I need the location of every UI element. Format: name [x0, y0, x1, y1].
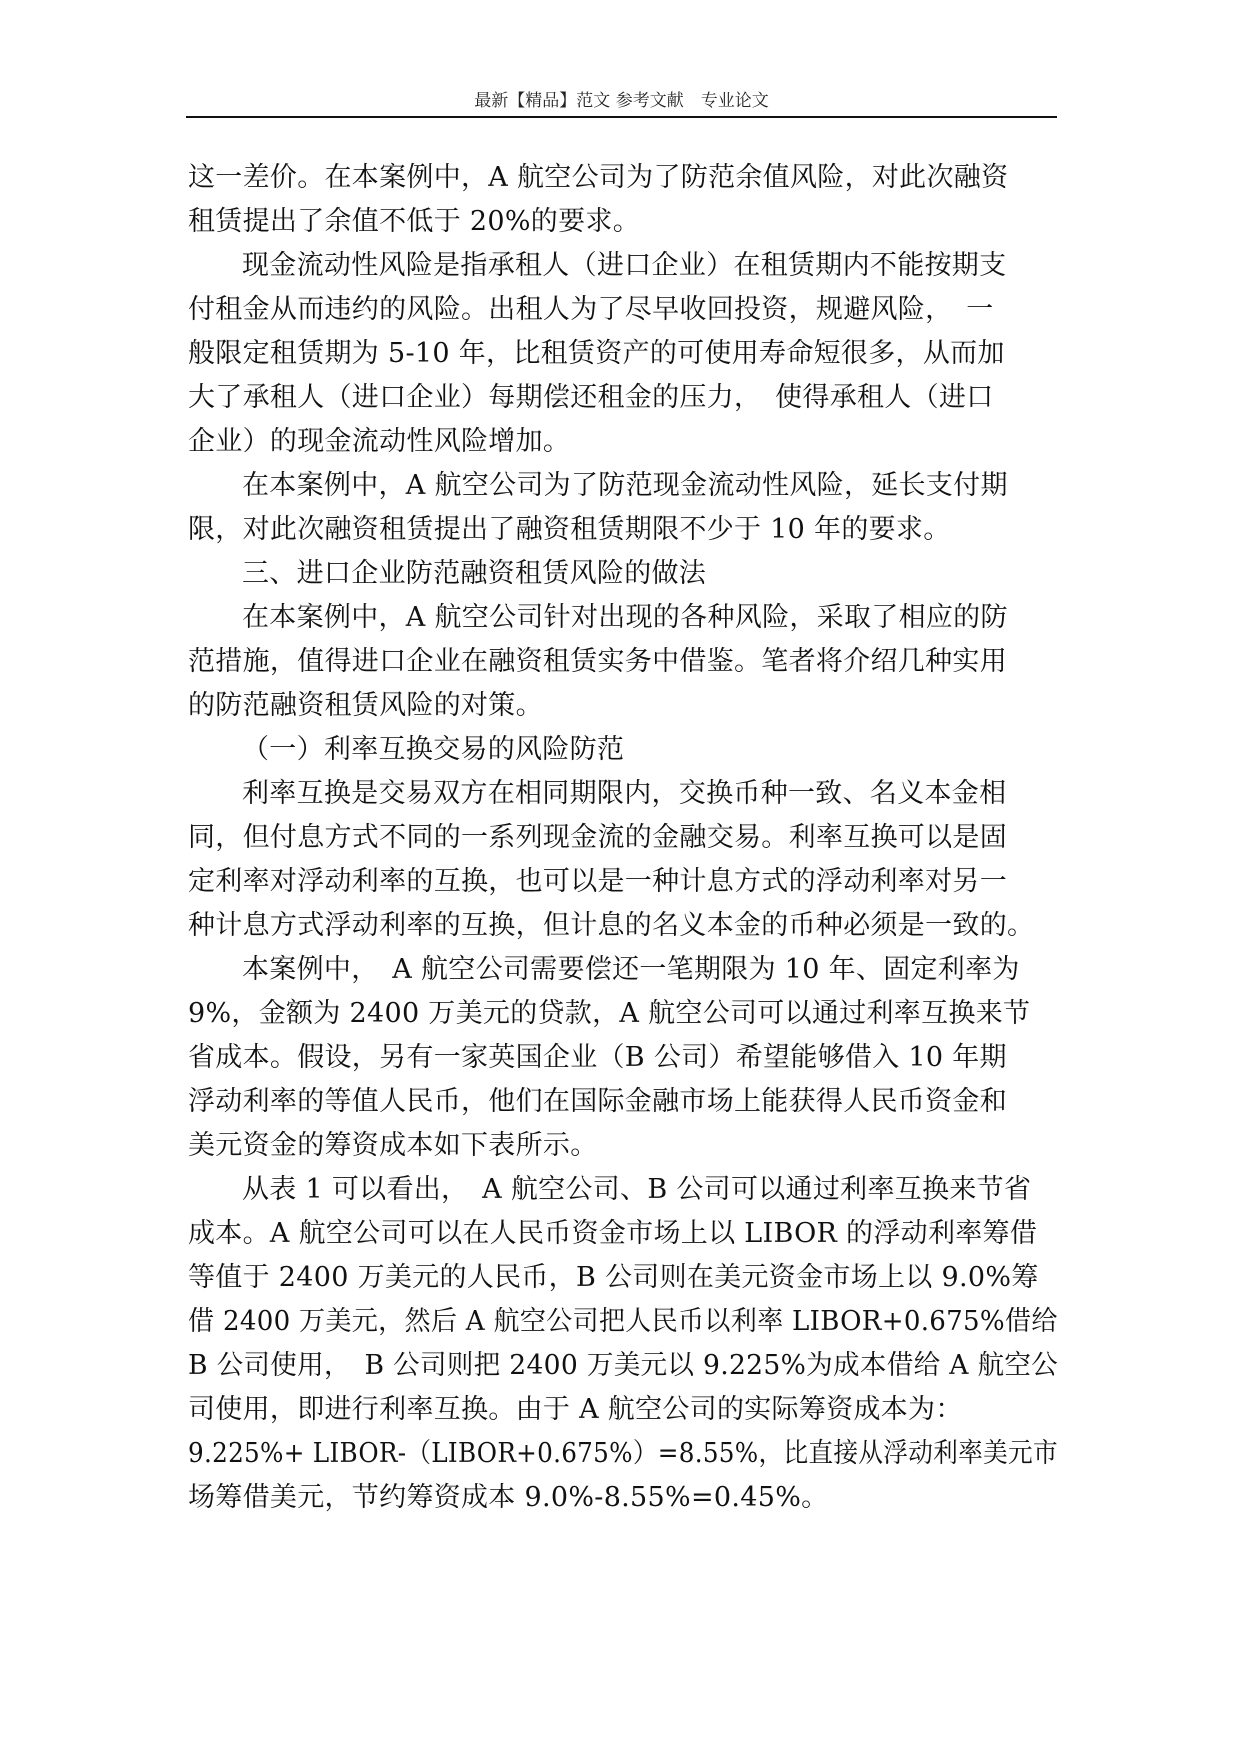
text-line: 的防范融资租赁风险的对策。 [188, 690, 543, 721]
text-line: 三、进口企业防范融资租赁风险的做法 [242, 558, 707, 589]
header-rule [186, 116, 1057, 118]
text-line: 成本。A 航空公司可以在人民币资金市场上以 LIBOR 的浮动利率筹借 [188, 1218, 1038, 1249]
text-line: 9.225%+ LIBOR-（LIBOR+0.675%）=8.55%，比直接从浮动利率美元市 [188, 1438, 1058, 1469]
text-line: 从表 1 可以看出， A 航空公司、B 公司可以通过利率互换来节省 [242, 1174, 1032, 1205]
text-line: 在本案例中，A 航空公司为了防范现金流动性风险，延长支付期 [242, 470, 1008, 501]
text-line: 借 2400 万美元，然后 A 航空公司把人民币以利率 LIBOR+0.675%借给 [188, 1306, 1058, 1337]
text-line: 9%，金额为 2400 万美元的贷款，A 航空公司可以通过利率互换来节 [188, 998, 1031, 1029]
text-line: 本案例中， A 航空公司需要偿还一笔期限为 10 年、固定利率为 [242, 954, 1020, 985]
text-line: 范措施，值得进口企业在融资租赁实务中借鉴。笔者将介绍几种实用 [188, 646, 1007, 677]
body-text [188, 156, 1058, 1520]
text-line: B 公司使用， B 公司则把 2400 万美元以 9.225%为成本借给 A 航空公 [188, 1350, 1059, 1381]
text-line: 在本案例中，A 航空公司针对出现的各种风险，采取了相应的防 [242, 602, 1008, 633]
text-line: （一）利率互换交易的风险防范 [242, 734, 625, 765]
text-line: 种计息方式浮动利率的互换，但计息的名义本金的币种必须是一致的。 [188, 910, 1035, 941]
text-line: 等值于 2400 万美元的人民币，B 公司则在美元资金市场上以 9.0%筹 [188, 1262, 1039, 1293]
text-line: 省成本。假设，另有一家英国企业（B 公司）希望能够借入 10 年期 [188, 1042, 1007, 1073]
text-line: 现金流动性风险是指承租人（进口企业）在租赁期内不能按期支 [242, 250, 1007, 281]
text-line: 美元资金的筹资成本如下表所示。 [188, 1130, 598, 1161]
text-line: 司使用，即进行利率互换。由于 A 航空公司的实际筹资成本为： [188, 1394, 963, 1425]
text-line: 同，但付息方式不同的一系列现金流的金融交易。利率互换可以是固 [188, 822, 1007, 853]
text-line: 这一差价。在本案例中，A 航空公司为了防范余值风险，对此次融资 [188, 162, 1009, 193]
text-line: 定利率对浮动利率的互换，也可以是一种计息方式的浮动利率对另一 [188, 866, 1007, 897]
text-line: 般限定租赁期为 5-10 年，比租赁资产的可使用寿命短很多，从而加 [188, 338, 1005, 369]
text-line: 浮动利率的等值人民币，他们在国际金融市场上能获得人民币资金和 [188, 1086, 1007, 1117]
text-line: 大了承租人（进口企业）每期偿还租金的压力， 使得承租人（进口 [188, 382, 994, 413]
text-line: 付租金从而违约的风险。出租人为了尽早收回投资，规避风险， 一 [188, 294, 994, 325]
text-line: 场筹借美元，节约筹资成本 9.0%-8.55%=0.45%。 [188, 1482, 829, 1513]
text-line: 企业）的现金流动性风险增加。 [188, 426, 571, 457]
page-header: 最新【精品】范文 参考文献 专业论文 [474, 91, 769, 111]
text-line: 租赁提出了余值不低于 20%的要求。 [188, 206, 640, 237]
text-line: 限，对此次融资租赁提出了融资租赁期限不少于 10 年的要求。 [188, 514, 951, 545]
text-line: 利率互换是交易双方在相同期限内，交换币种一致、名义本金相 [242, 778, 1007, 809]
